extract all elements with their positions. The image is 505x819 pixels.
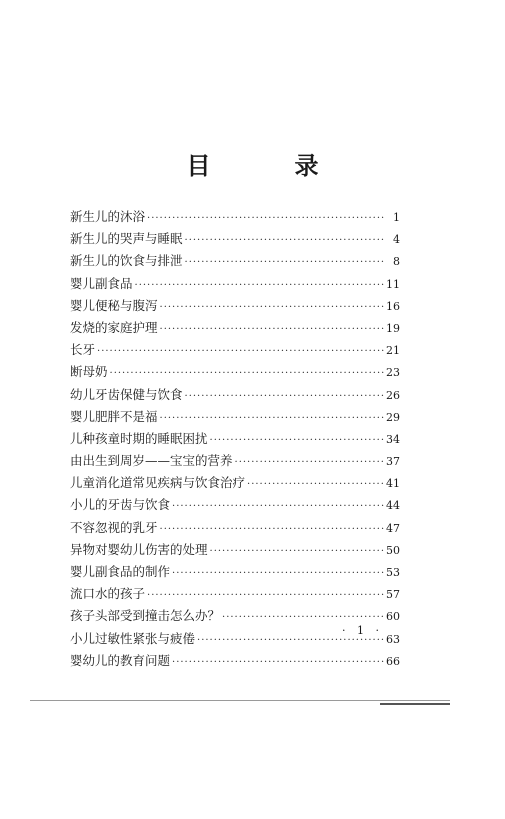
toc-entry-label: 小儿的牙齿与饮食 [70, 497, 171, 513]
toc-entry-page: 60 [386, 610, 400, 624]
toc-entry [70, 539, 400, 561]
toc-entry-label: 儿童消化道常见疾病与饮食治疗 [70, 475, 246, 491]
toc-entry [70, 561, 400, 583]
toc-entry-label: 新生儿的饮食与排泄 [70, 253, 183, 269]
toc-entry-page: 23 [386, 366, 400, 380]
toc-leader-dots [172, 563, 384, 585]
toc-entry [70, 250, 400, 272]
toc-entry-label: 婴幼儿的教育问题 [70, 652, 171, 668]
toc-entry-page: 63 [386, 632, 400, 646]
toc-leader-dots [210, 541, 384, 563]
toc-entry-label: 儿种孩童时期的睡眠困扰 [70, 430, 208, 446]
toc-entry [70, 472, 400, 494]
toc-entry-page: 1 [393, 211, 400, 224]
toc-leader-dots [147, 208, 384, 230]
toc-leader-dots [247, 474, 384, 496]
toc-entry-label: 新生儿的沐浴 [70, 209, 146, 224]
toc-entry-label: 婴儿肥胖不是福 [70, 408, 158, 424]
toc-entry [70, 228, 400, 250]
bottom-rule [30, 700, 450, 701]
toc-entry [70, 517, 400, 539]
toc-entry [70, 384, 400, 406]
toc-entry-page: 41 [386, 477, 400, 491]
bottom-rule-accent [380, 703, 450, 705]
toc-entry-label: 发烧的家庭护理 [70, 319, 158, 335]
toc-entry [70, 273, 400, 295]
toc-leader-dots [185, 252, 384, 274]
toc-entry-page: 16 [386, 299, 400, 313]
toc-leader-dots [172, 496, 384, 518]
toc-entry [70, 494, 400, 516]
toc-entry-page: 57 [386, 588, 400, 602]
toc-entry-label: 小儿过敏性紧张与疲倦 [70, 630, 196, 646]
toc-entry-page: 66 [386, 654, 400, 668]
toc-entry-label: 流口水的孩子 [70, 586, 146, 602]
toc-entry-label: 新生儿的哭声与睡眠 [70, 231, 183, 247]
toc-entry [70, 206, 400, 228]
toc-entry [70, 295, 400, 317]
toc-entry [70, 428, 400, 450]
toc-entry [70, 317, 400, 339]
toc-entry-label: 不容忽视的乳牙 [70, 519, 158, 535]
toc-entry-page: 4 [393, 233, 400, 247]
toc-leader-dots [160, 319, 384, 341]
toc-entry-page: 47 [386, 521, 400, 535]
toc-entry-page: 8 [393, 255, 400, 269]
page-title: 目 录 [186, 151, 349, 180]
toc-leader-dots [185, 230, 384, 252]
toc-entry [70, 450, 400, 472]
toc-entry-label: 幼儿牙齿保健与饮食 [70, 386, 183, 402]
toc-leader-dots [185, 386, 384, 408]
toc-entry [70, 583, 400, 605]
toc-leader-dots [235, 452, 384, 474]
toc-entry-label: 婴儿便秘与腹泻 [70, 297, 158, 313]
toc-entry-page: 19 [386, 321, 400, 335]
toc-entry-page: 29 [386, 410, 400, 424]
toc-entry-page: 26 [386, 388, 400, 402]
toc-entry-label: 长牙 [70, 342, 96, 358]
toc-entry-label: 婴儿副食品的制作 [70, 564, 171, 579]
toc-leader-dots [97, 341, 384, 363]
toc-entry-page: 37 [386, 455, 400, 469]
toc-entry-label: 异物对婴幼儿伤害的处理 [70, 541, 208, 557]
toc-leader-dots [110, 363, 384, 385]
toc-leader-dots [160, 519, 384, 541]
toc-entry-label: 婴儿副食品 [70, 275, 133, 291]
toc-leader-dots [160, 408, 384, 430]
toc-leader-dots [160, 297, 384, 319]
toc-leader-dots [210, 430, 384, 452]
toc-entry [70, 406, 400, 428]
toc-entry-label: 断母奶 [70, 364, 108, 380]
toc-entry-label: 孩子头部受到撞击怎么办？ [70, 608, 221, 624]
toc-entry [70, 339, 400, 361]
page-number: · 1 · [342, 624, 383, 637]
toc-entry [70, 650, 400, 672]
toc-entry-page: 50 [386, 543, 400, 557]
table-of-contents [70, 206, 400, 672]
toc-leader-dots [147, 585, 384, 607]
toc-entry-page: 21 [386, 344, 400, 358]
toc-leader-dots [172, 652, 384, 674]
toc-entry-label: 由出生到周岁——宝宝的营养 [70, 453, 233, 469]
toc-entry-page: 34 [386, 432, 400, 446]
toc-entry-page: 44 [386, 499, 400, 513]
toc-leader-dots [135, 275, 384, 297]
toc-entry [70, 361, 400, 383]
toc-entry-page: 53 [386, 566, 400, 579]
toc-entry-page: 11 [386, 277, 400, 291]
